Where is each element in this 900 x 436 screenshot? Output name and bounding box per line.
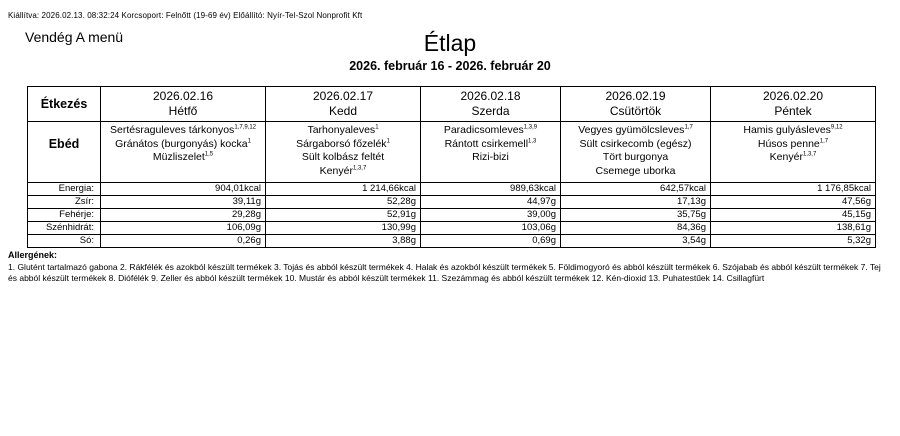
allergen-sup: 1,3,7 <box>352 165 367 171</box>
nutrition-label: Só: <box>28 235 101 248</box>
nutrition-row-energy <box>28 183 876 196</box>
nutrition-value: 1 176,85kcal <box>711 183 876 196</box>
allergen-sup: 1,7,9,12 <box>234 124 256 131</box>
nutrition-label: Szénhidrát: <box>28 222 101 235</box>
meal-item: Rántott csirkemell$^{1,3}$ <box>444 137 537 150</box>
nutrition-value: 29,28g <box>101 209 266 222</box>
day-header-wednesday <box>421 87 561 122</box>
day-name: Szerda <box>471 104 510 118</box>
day-header-friday <box>711 87 876 122</box>
nutrition-value: 642,57kcal <box>561 183 711 196</box>
nutrition-value: 904,01kcal <box>101 183 266 196</box>
allergen-sup: 1 <box>375 124 379 131</box>
meal-item: Paradicsomleves$^{1,3,9}$ <box>443 124 538 136</box>
day-date: 2026.02.17 <box>312 89 374 103</box>
nutrition-value: 39,11g <box>101 196 266 209</box>
meal-row-label: Ebéd <box>28 122 101 183</box>
nutrition-value: 3,54g <box>561 235 711 248</box>
nutrition-value: 39,00g <box>421 209 561 222</box>
nutrition-value: 52,91g <box>266 209 421 222</box>
allergen-sup: 1,7 <box>819 138 829 144</box>
allergen-sup: 1,3,7 <box>802 151 817 158</box>
meal-cell-thursday <box>561 122 711 183</box>
meal-cell-monday <box>101 122 266 183</box>
allergen-sup: 1,3 <box>528 138 537 144</box>
nutrition-value: 44,97g <box>421 196 561 209</box>
day-header-tuesday <box>266 87 421 122</box>
date-range: 2026. február 16 - 2026. február 20 <box>349 59 551 73</box>
nutrition-value: 47,56g <box>711 196 876 209</box>
menu-table <box>27 86 876 248</box>
allergen-sup: 1,5 <box>204 151 214 158</box>
nutrition-value: 1 214,66kcal <box>266 183 421 196</box>
nutrition-value: 130,99g <box>266 222 421 235</box>
meal-item: Tört burgonya <box>602 151 669 163</box>
nutrition-label: Zsír: <box>28 196 101 209</box>
meal-item: Csemege uborka <box>595 164 676 177</box>
meal-cell-wednesday <box>421 122 561 183</box>
nutrition-value: 138,61g <box>711 222 876 235</box>
allergen-sup: 9,12 <box>830 124 843 131</box>
meal-item: Kenyér$^{1,3,7}$ <box>319 164 367 177</box>
nutrition-value: 3,88g <box>266 235 421 248</box>
meal-item: Vegyes gyümölcsleves$^{1,7}$ <box>578 124 693 136</box>
day-name: Hétfő <box>168 104 198 118</box>
meal-row <box>28 122 876 183</box>
allergen-sup: 1,7 <box>684 124 693 131</box>
day-date: 2026.02.18 <box>460 89 521 103</box>
day-date: 2026.02.16 <box>152 89 214 103</box>
day-header-monday <box>101 87 266 122</box>
allergen-sup: 1 <box>386 138 390 144</box>
day-date: 2026.02.20 <box>762 89 824 103</box>
meal-cell-tuesday <box>266 122 421 183</box>
meal-item: Tarhonyaleves$^1$ <box>307 124 379 136</box>
meal-item: Müzliszelet$^{1,5}$ <box>152 151 214 163</box>
nutrition-row-salt <box>28 235 876 248</box>
meal-item: Gránátos (burgonyás) kocka$^1$ <box>115 137 251 150</box>
page-title: Étlap <box>423 30 477 56</box>
nutrition-label: Fehérje: <box>28 209 101 222</box>
day-name: Péntek <box>774 104 812 118</box>
meal-item: Hamis gulyásleves$^{9,12}$ <box>743 124 843 136</box>
meal-item: Sült kolbász feltét <box>301 151 385 163</box>
meal-item: Húsos penne$^{1,7}$ <box>757 137 829 150</box>
nutrition-label: Energia: <box>28 183 101 196</box>
allergens-section <box>8 250 892 283</box>
meal-cell-friday <box>711 122 876 183</box>
day-header-thursday <box>561 87 711 122</box>
nutrition-value: 5,32g <box>711 235 876 248</box>
day-date: 2026.02.19 <box>605 89 666 103</box>
nutrition-value: 989,63kcal <box>421 183 561 196</box>
nutrition-value: 45,15g <box>711 209 876 222</box>
allergen-sup: 1,3,9 <box>523 124 538 131</box>
meal-item: Sertésraguleves tárkonyos$^{1,7,9,12}$ <box>109 124 256 136</box>
nutrition-value: 17,13g <box>561 196 711 209</box>
nutrition-value: 84,36g <box>561 222 711 235</box>
nutrition-row-protein <box>28 209 876 222</box>
allergens-legend: 1. Glutént tartalmazó gabona 2. Rákfélék és azokból készült termékek 3. Tojás és abból készült termékek 4. Halak és azokból készült termékek 5. Földimogyoró és abból készült termékek 6. Szójabab és abból készült termékek 7. Tej és abból készült termékek 8. Diófélék 9. Zeller és abból készült termékek 10. Mustár és abból készült termékek 11. Szezámmag és abból készült termékek 12. Kén-dioxid 13. Puhatestűek 14. Csillagfürt <box>8 262 881 283</box>
nutrition-row-carbs <box>28 222 876 235</box>
day-name: Kedd <box>328 104 358 118</box>
allergen-sup: 1 <box>247 138 251 144</box>
meal-item: Sült csirkecomb (egész) <box>579 137 692 150</box>
nutrition-row-fat <box>28 196 876 209</box>
issued-meta-line: Kiállítva: 2026.02.13. 08:32:24 Korcsoport: Felnőtt (19-69 év) Előállító: Nyír-Tel-Szol Nonprofit Kft <box>8 11 363 20</box>
menu-name: Vendég A menü <box>25 29 124 45</box>
table-header-row <box>28 87 876 122</box>
meal-item: Rizi-bizi <box>472 151 509 163</box>
nutrition-value: 106,09g <box>101 222 266 235</box>
nutrition-value: 0,69g <box>421 235 561 248</box>
meal-column-header: Étkezés <box>28 87 101 122</box>
nutrition-value: 35,75g <box>561 209 711 222</box>
meal-item: Kenyér$^{1,3,7}$ <box>769 151 817 163</box>
allergens-heading: Allergének: <box>8 250 58 260</box>
nutrition-value: 52,28g <box>266 196 421 209</box>
nutrition-value: 0,26g <box>101 235 266 248</box>
nutrition-value: 103,06g <box>421 222 561 235</box>
meal-item: Sárgaborsó főzelék$^1$ <box>296 137 390 150</box>
day-name: Csütörtök <box>609 104 662 118</box>
